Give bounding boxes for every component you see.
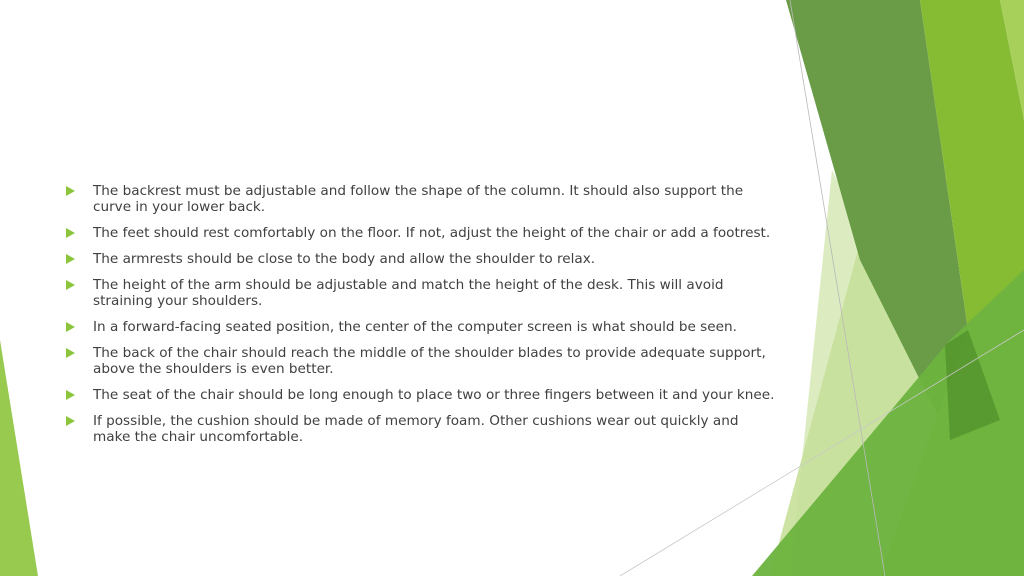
list-item (64, 387, 776, 403)
right-triangle-bullet-icon (66, 322, 75, 332)
right-triangle-bullet-icon (66, 186, 75, 196)
bullet-text: The feet should rest comfortably on the floor. If not, adjust the height of the chair or add a footrest. (93, 225, 771, 241)
bullet-text: The back of the chair should reach the middle of the shoulder blades to provide adequate support, above the shoulders is even better. (93, 345, 766, 377)
bullet-text: The height of the arm should be adjustable and match the height of the desk. This will avoid straining your shoulders. (93, 277, 724, 309)
right-triangle-bullet-icon (66, 416, 75, 426)
bullet-text: The seat of the chair should be long enough to place two or three fingers between it and your knee. (93, 387, 775, 403)
right-triangle-bullet-icon (66, 254, 75, 264)
right-triangle-bullet-icon (66, 228, 75, 238)
bullet-text: If possible, the cushion should be made of memory foam. Other cushions wear out quickly and make the chair uncomfortable. (93, 413, 739, 445)
bullet-content (64, 183, 776, 455)
right-triangle-bullet-icon (66, 390, 75, 400)
left-edge-shape (0, 340, 38, 576)
list-item (64, 183, 776, 215)
list-item (64, 251, 776, 267)
bullet-list (64, 183, 776, 445)
list-item (64, 277, 776, 309)
bullet-text: The backrest must be adjustable and follow the shape of the column. It should also support the curve in your lower back. (93, 183, 744, 215)
list-item (64, 225, 776, 241)
list-item (64, 319, 776, 335)
right-triangle-bullet-icon (66, 280, 75, 290)
list-item (64, 345, 776, 377)
bullet-text: In a forward-facing seated position, the center of the computer screen is what should be seen. (93, 319, 737, 335)
bullet-text: The armrests should be close to the body and allow the shoulder to relax. (93, 251, 596, 267)
right-triangle-bullet-icon (66, 348, 75, 358)
list-item (64, 413, 776, 445)
